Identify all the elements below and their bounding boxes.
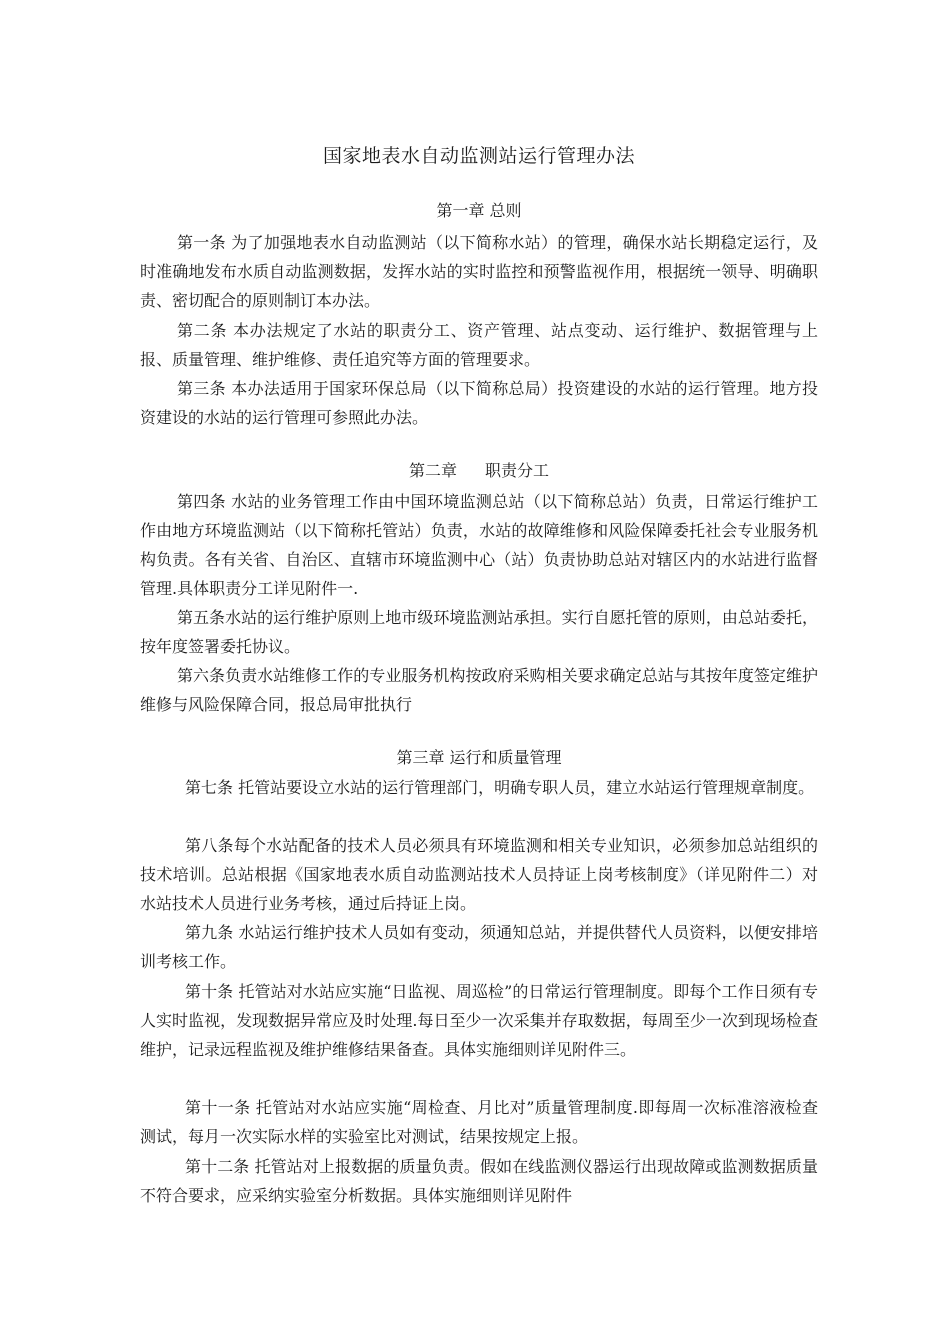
article-8: 第八条每个水站配备的技术人员必须具有环境监测和相关专业知识，必须参加总站组织的技术培训。总站根据《国家地表水质自动监测站技术人员持证上岗考核制度》（详见附件二）对水站技术人员进行业务考核，通过后持证上岗。 (140, 836, 818, 913)
article-4: 第四条 水站的业务管理工作由中国环境监测总站（以下简称总站）负责，日常运行维护工作由地方环境监测站（以下简称托管站）负责，水站的故障维修和风险保障委托社会专业服务机构负责。各有关省、自治区、直辖市环境监测中心（站）负责协助总站对辖区内的水站进行监督管理.具体职责分工详见附件一. (140, 492, 818, 598)
article-12: 第十二条 托管站对上报数据的质量负责。假如在线监测仪器运行出现故障或监测数据质量不符合要求，应采纳实验室分析数据。具体实施细则详见附件 (140, 1157, 818, 1205)
chapter-heading-3: 第三章 运行和质量管理 (396, 748, 562, 767)
article-5: 第五条水站的运行维护原则上地市级环境监测站承担。实行自愿托管的原则，由总站委托，按年度签署委托协议。 (140, 608, 818, 656)
article-11: 第十一条 托管站对水站应实施“周检查、月比对”质量管理制度.即每周一次标准溶液检查测试，每月一次实际水样的实验室比对测试，结果按规定上报。 (140, 1098, 818, 1146)
article-3: 第三条 本办法适用于国家环保总局（以下简称总局）投资建设的水站的运行管理。地方投资建设的水站的运行管理可参照此办法。 (140, 379, 818, 427)
document-title: 国家地表水自动监测站运行管理办法 (322, 145, 635, 167)
article-7: 第七条 托管站要设立水站的运行管理部门，明确专职人员，建立水站运行管理规章制度。 (185, 778, 815, 797)
chapter-heading-2 (140, 457, 818, 485)
chapter-heading-1: 第一章 总则 (436, 201, 522, 220)
chapter-name: 职责分工 (485, 461, 550, 480)
article-1: 第一条 为了加强地表水自动监测站（以下简称水站）的管理，确保水站长期稳定运行，及时准确地发布水质自动监测数据，发挥水站的实时监控和预警监视作用，根据统一领导、明确职责、密切配合的原则制订本办法。 (140, 233, 818, 310)
chapter-number: 第二章 (408, 461, 457, 480)
article-9: 第九条 水站运行维护技术人员如有变动，须通知总站，并提供替代人员资料，以便安排培训考核工作。 (140, 923, 818, 971)
article-10: 第十条 托管站对水站应实施“日监视、周巡检”的日常运行管理制度。即每个工作日须有专人实时监视，发现数据异常应及时处理.每日至少一次采集并存取数据，每周至少一次到现场检查维护，记录远程监视及维护维修结果备查。具体实施细则详见附件三。 (140, 982, 818, 1059)
article-2: 第二条 本办法规定了水站的职责分工、资产管理、站点变动、运行维护、数据管理与上报、质量管理、维护维修、责任追究等方面的管理要求。 (140, 321, 818, 369)
article-6: 第六条负责水站维修工作的专业服务机构按政府采购相关要求确定总站与其按年度签定维护维修与风险保障合同，报总局审批执行 (140, 666, 818, 714)
